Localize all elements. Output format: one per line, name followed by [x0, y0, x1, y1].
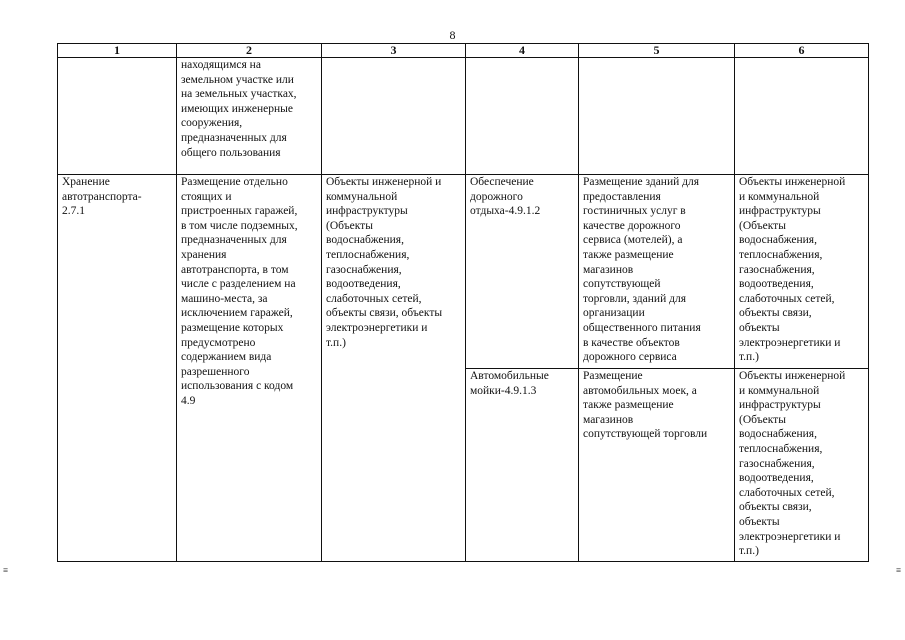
- auxiliary-use-description-cell: Размещение автомобильных моек, а также размещение магазинов сопутствующей торговли: [579, 369, 735, 562]
- column-header-3: 3: [322, 44, 466, 58]
- column-header-4: 4: [466, 44, 579, 58]
- continuation-cell-5: [579, 58, 735, 175]
- auxiliary-infrastructure-cell: Объекты инженерной и коммунальной инфраструктуры (Объекты водоснабжения, теплоснабжения, газоснабжения, водоотведения, слаботочных сетей, объекты связи, объекты электроэнергетики и т.п.): [735, 175, 869, 369]
- continuation-cell-4: [466, 58, 579, 175]
- continuation-cell-1: [58, 58, 177, 175]
- zoning-table: [57, 43, 869, 562]
- column-header-1: 1: [58, 44, 177, 58]
- auxiliary-infrastructure-cell: Объекты инженерной и коммунальной инфраструктуры (Объекты водоснабжения, теплоснабжения, газоснабжения, водоотведения, слаботочных сетей, объекты связи, объекты электроэнергетики и т.п.): [735, 369, 869, 562]
- column-header-2: 2: [177, 44, 322, 58]
- continuation-cell-2: находящимся на земельном участке или на земельных участках, имеющих инженерные сооружения, предназначенных для общего пользования: [177, 58, 322, 175]
- column-header-5: 5: [579, 44, 735, 58]
- auxiliary-use-name-cell: Автомобильные мойки-4.9.1.3: [466, 369, 579, 562]
- continuation-cell-3: [322, 58, 466, 175]
- scan-edge-mark-left: ≡: [3, 565, 9, 575]
- table-header-row: [58, 44, 869, 58]
- auxiliary-use-description-cell: Размещение зданий для предоставления гостиничных услуг в качестве дорожного сервиса (мотелей), а также размещение магазинов сопутствующей торговли, зданий для организации общественного питания в качестве объектов дорожного сервиса: [579, 175, 735, 369]
- continuation-row: [58, 58, 869, 175]
- land-use-description-cell: Размещение отдельно стоящих и пристроенных гаражей, в том числе подземных, предназначенных для хранения автотранспорта, в том числе с разделением на машино-места, за исключением гаражей, размещение которых предусмотрено содержанием вида разрешенного использования с кодом 4.9: [177, 175, 322, 562]
- page-number: 8: [449, 28, 456, 42]
- continuation-cell-6: [735, 58, 869, 175]
- scan-edge-mark-right: ≡: [896, 565, 902, 575]
- column-header-6: 6: [735, 44, 869, 58]
- table-row: [58, 175, 869, 369]
- infrastructure-objects-cell: Объекты инженерной и коммунальной инфраструктуры (Объекты водоснабжения, теплоснабжения, газоснабжения, водоотведения, слаботочных сетей, объекты связи, объекты электроэнергетики и т.п.): [322, 175, 466, 562]
- land-use-name-cell: Хранение автотранспорта- 2.7.1: [58, 175, 177, 562]
- auxiliary-use-name-cell: Обеспечение дорожного отдыха-4.9.1.2: [466, 175, 579, 369]
